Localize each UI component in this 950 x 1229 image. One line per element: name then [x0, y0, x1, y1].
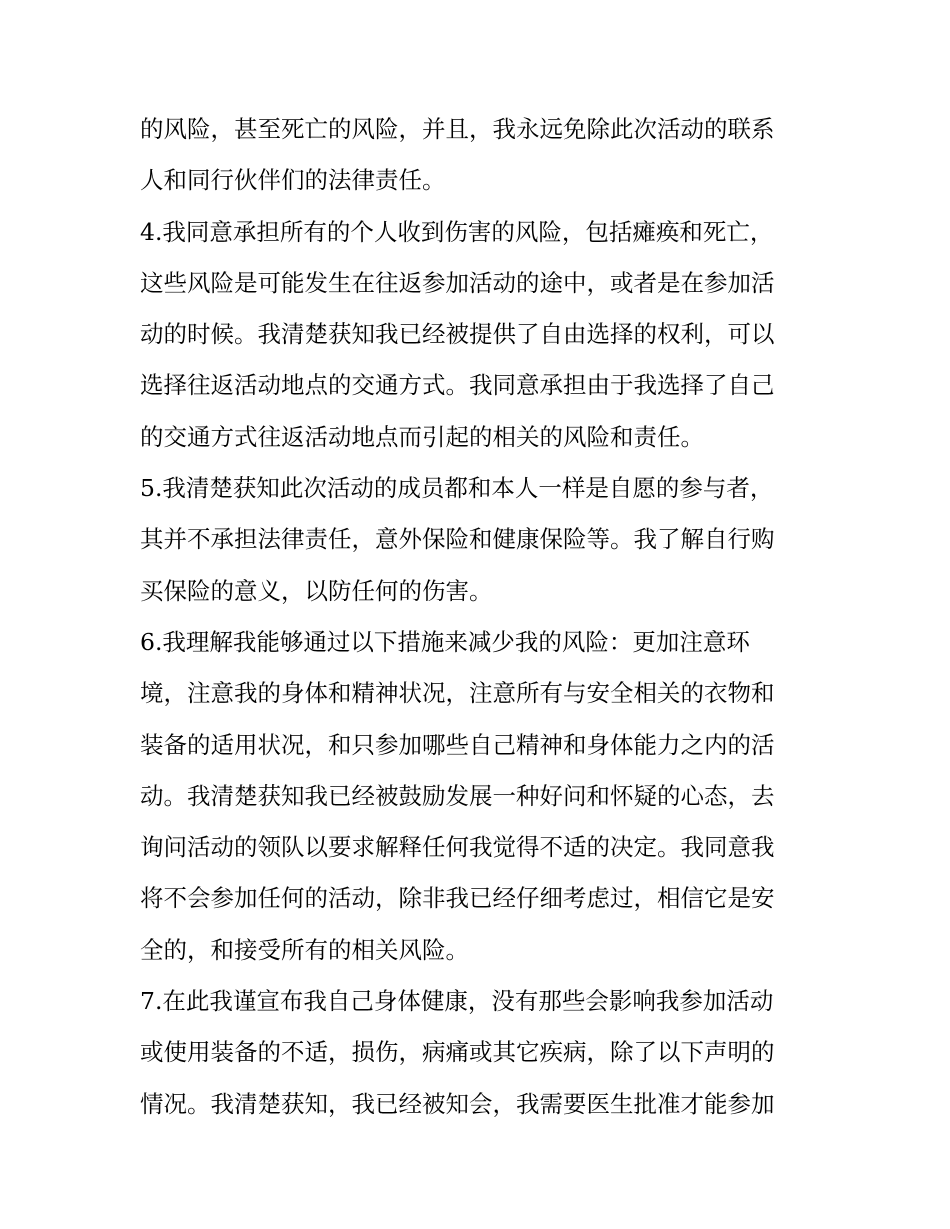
- text-line-5: 动的时候。我清楚获知我已经被提供了自由选择的权利，可以: [140, 320, 775, 349]
- text-line-12: 境，注意我的身体和精神状况，注意所有与安全相关的衣物和: [140, 679, 775, 708]
- document-body: [140, 104, 812, 1130]
- text-line-15: 询问活动的领队以要求解释任何我觉得不适的决定。我同意我: [140, 833, 775, 862]
- text-line-8: 5.我清楚获知此次活动的成员都和本人一样是自愿的参与者，: [140, 474, 774, 503]
- text-line-10: 买保险的意义，以防任何的伤害。: [140, 576, 493, 605]
- text-line-4: 这些风险是可能发生在往返参加活动的途中，或者是在参加活: [140, 268, 775, 297]
- text-line-17: 全的，和接受所有的相关风险。: [140, 935, 469, 964]
- text-line-14: 动。我清楚获知我已经被鼓励发展一种好问和怀疑的心态，去: [140, 781, 775, 810]
- text-line-7: 的交通方式往返活动地点而引起的相关的风险和责任。: [140, 422, 704, 451]
- text-line-16: 将不会参加任何的活动，除非我已经仔细考虑过，相信它是安: [140, 884, 775, 913]
- text-line-11: 6.我理解我能够通过以下措施来减少我的风险：更加注意环: [140, 627, 750, 656]
- text-line-3: 4.我同意承担所有的个人收到伤害的风险，包括瘫痪和死亡，: [140, 217, 774, 246]
- text-line-20: 情况。我清楚获知，我已经被知会，我需要医生批准才能参加: [140, 1089, 775, 1118]
- text-line-18: 7.在此我谨宣布我自己身体健康，没有那些会影响我参加活动: [140, 987, 774, 1016]
- text-line-9: 其并不承担法律责任，意外保险和健康保险等。我了解自行购: [140, 525, 775, 554]
- text-line-13: 装备的适用状况，和只参加哪些自己精神和身体能力之内的活: [140, 730, 775, 759]
- text-line-19: 或使用装备的不适，损伤，病痛或其它疾病，除了以下声明的: [140, 1038, 775, 1067]
- text-line-2: 人和同行伙伴们的法律责任。: [140, 166, 446, 195]
- text-line-6: 选择往返活动地点的交通方式。我同意承担由于我选择了自己: [140, 371, 775, 400]
- text-line-1: 的风险，甚至死亡的风险，并且，我永远免除此次活动的联系: [140, 115, 775, 143]
